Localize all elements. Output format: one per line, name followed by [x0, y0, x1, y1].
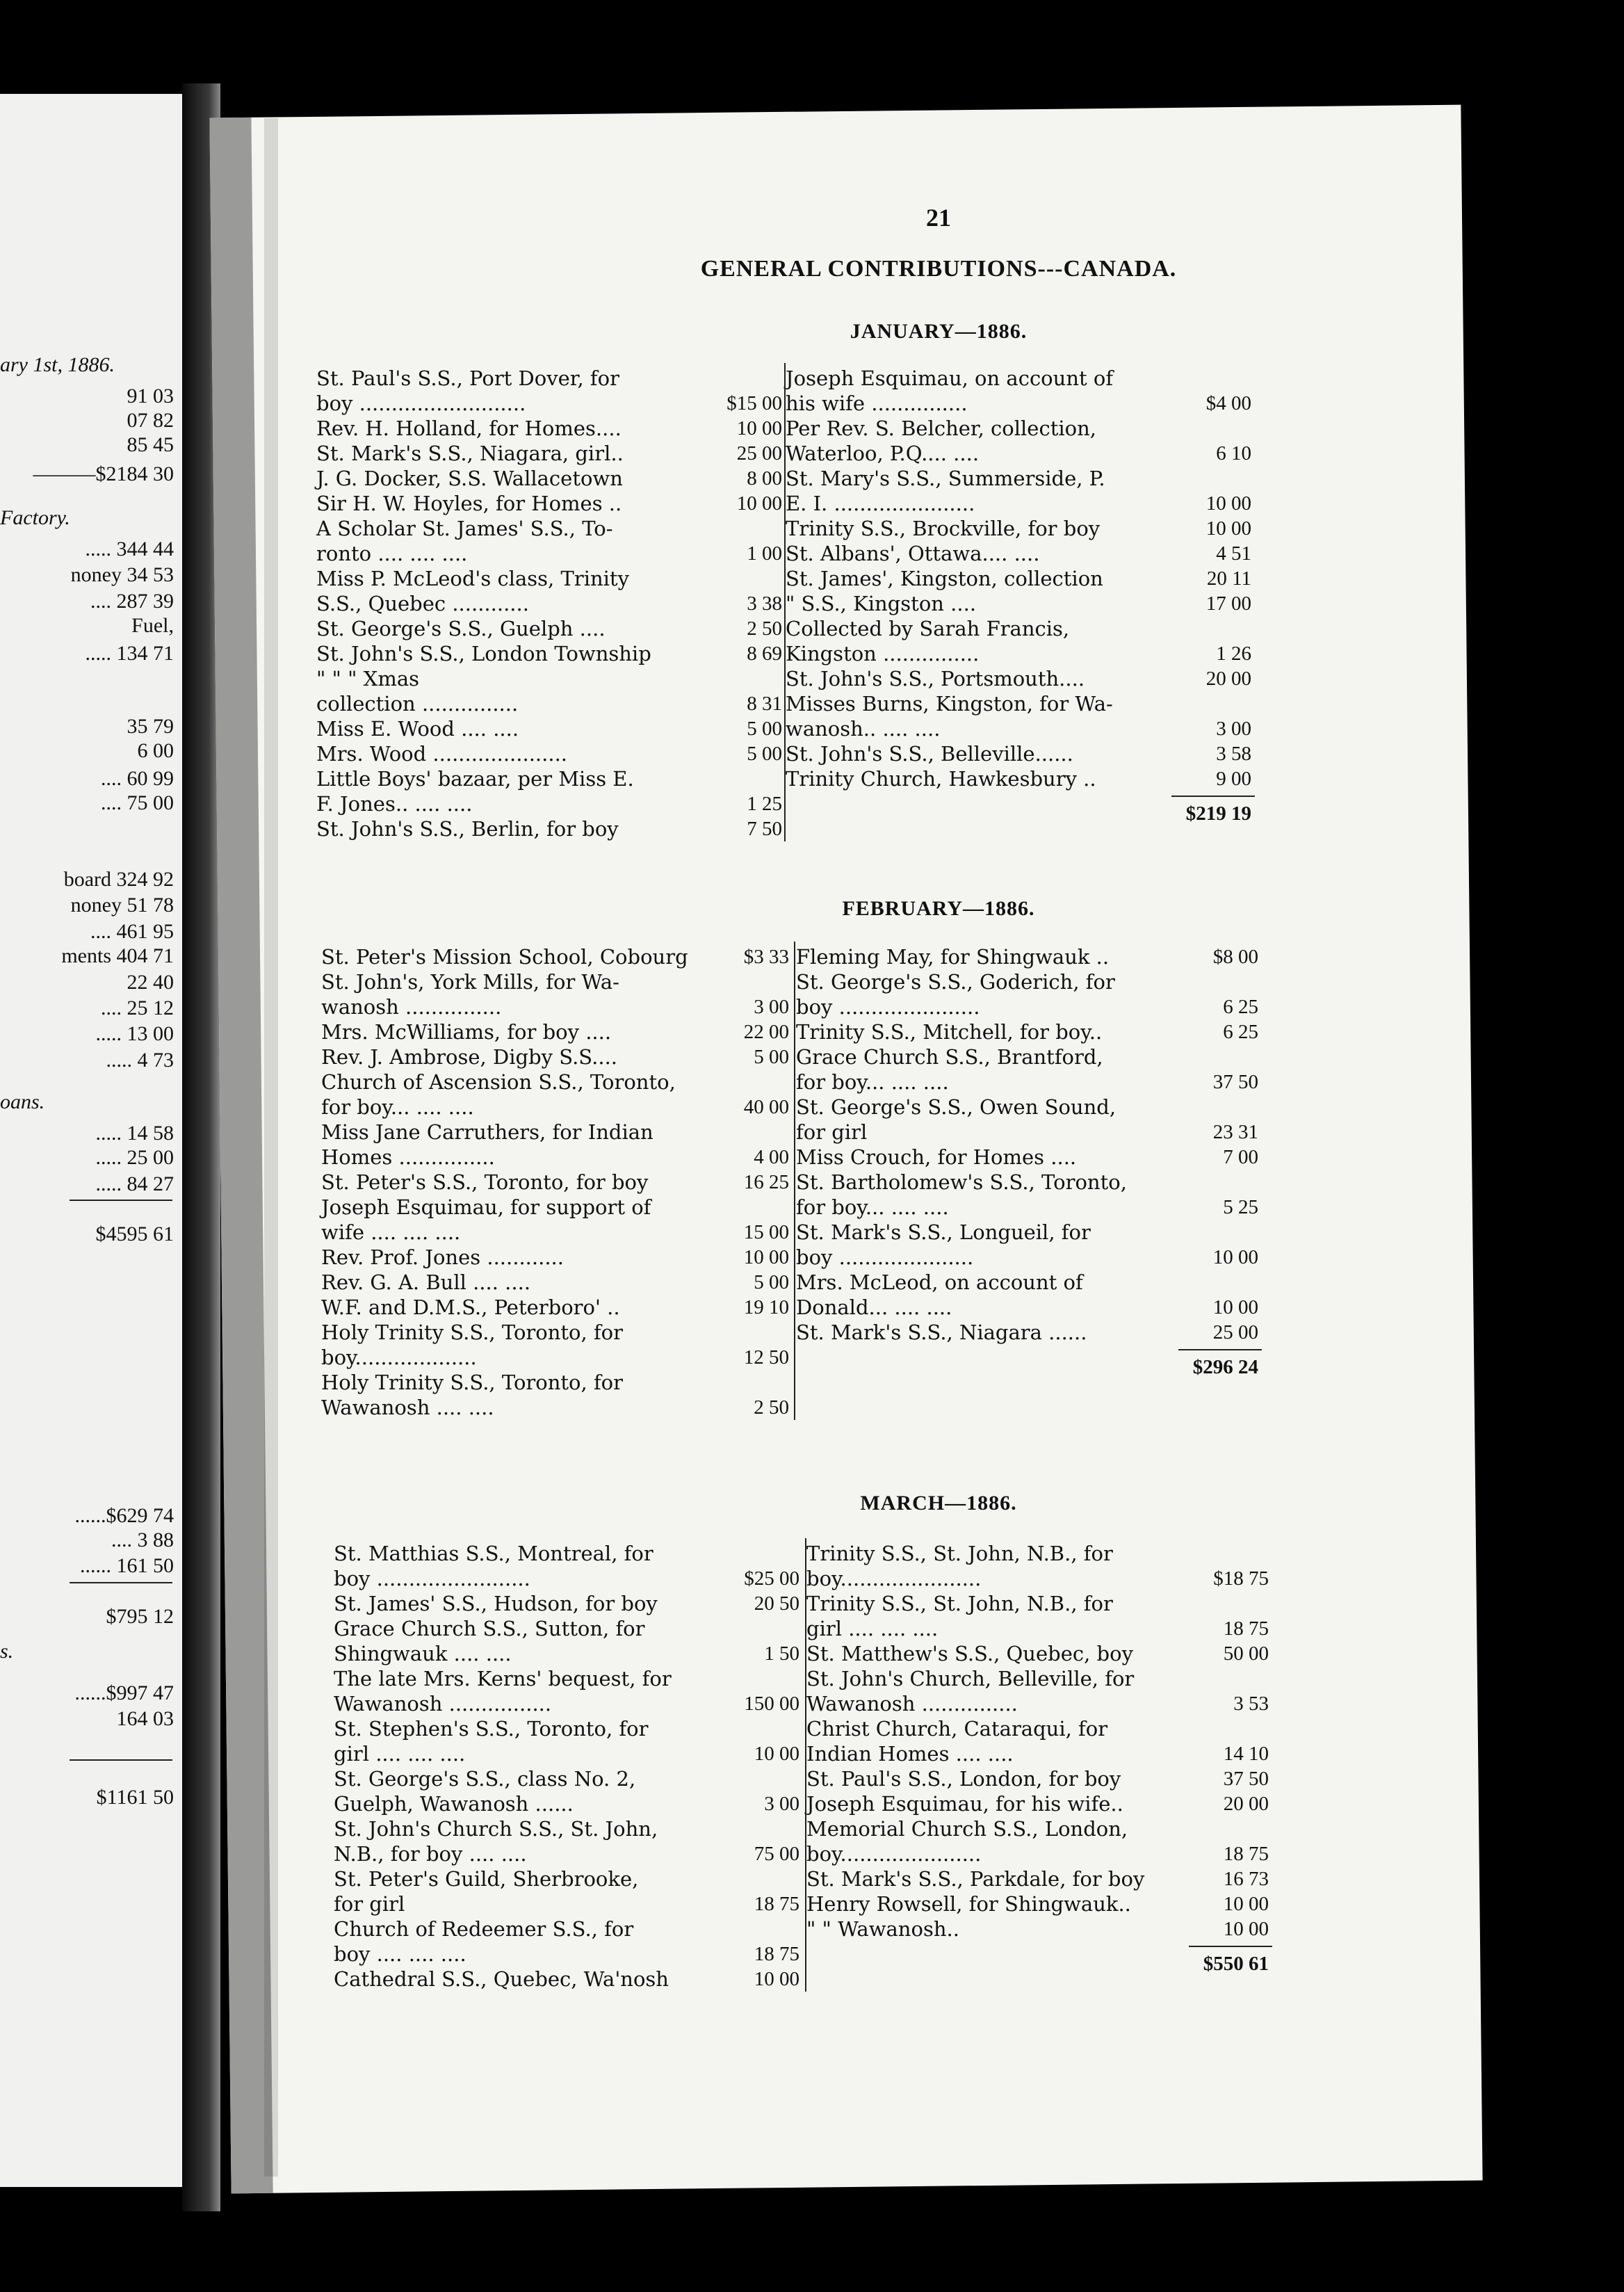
contribution-line: " " " Xmas — [316, 667, 419, 691]
contribution-amount: 3 53 — [1233, 1693, 1269, 1715]
contribution-line: St. Mark's S.S., Longueil, for — [796, 1220, 1091, 1244]
contribution-line: St. John's Church, Belleville, for — [806, 1667, 1135, 1690]
contribution-line: St. George's S.S., Owen Sound, — [796, 1095, 1116, 1119]
contribution-amount: 10 00 — [1205, 517, 1251, 540]
contribution-line: St. John's Church S.S., St. John, — [334, 1817, 658, 1841]
contribution-line: boy .... .... .... — [334, 1942, 466, 1966]
contribution-line: " S.S., Kingston .... — [786, 592, 977, 615]
left-page-row: ..... 344 44 — [85, 538, 174, 560]
contribution-amount: 19 10 — [743, 1296, 789, 1318]
contribution-line: Memorial Church S.S., London, — [806, 1817, 1128, 1841]
left-page-row: .... 25 12 — [101, 996, 174, 1019]
contribution-amount: 14 10 — [1223, 1743, 1269, 1765]
contribution-amount: 10 00 — [1223, 1893, 1269, 1915]
contribution-line: S.S., Quebec ............ — [316, 592, 529, 615]
contribution-line: J. G. Docker, S.S. Wallacetown — [316, 467, 623, 490]
contribution-line: Sir H. W. Hoyles, for Homes .. — [316, 492, 622, 515]
left-page-row: $1161 50 — [96, 1786, 174, 1809]
left-page-row: ..... 25 00 — [95, 1146, 174, 1169]
contribution-line: Indian Homes .... .... — [806, 1742, 1014, 1766]
left-page-row: board 324 92 — [63, 868, 174, 891]
contribution-amount: 37 50 — [1212, 1071, 1258, 1093]
total-rule — [1171, 796, 1255, 797]
contribution-line: Little Boys' bazaar, per Miss E. — [316, 767, 634, 791]
contribution-line: boy ........................ — [334, 1567, 530, 1590]
left-page-rule — [70, 1200, 172, 1201]
contribution-amount: 150 00 — [744, 1693, 799, 1715]
left-page-row: s. — [0, 1640, 14, 1663]
contribution-amount: 5 00 — [747, 718, 782, 740]
left-page-row: oans. — [0, 1090, 45, 1113]
contribution-amount: 20 50 — [754, 1592, 799, 1615]
contribution-line: for boy... .... .... — [796, 1195, 949, 1219]
contribution-line: collection ............... — [316, 692, 519, 716]
left-page-row: 164 03 — [116, 1707, 174, 1730]
contribution-line: St. Albans', Ottawa.... .... — [786, 542, 1040, 565]
contribution-amount: 20 00 — [1205, 668, 1251, 690]
contribution-line: St. George's S.S., Guelph .... — [316, 617, 606, 640]
contribution-amount: 8 31 — [747, 693, 782, 715]
contribution-amount: 16 73 — [1223, 1868, 1269, 1890]
left-page-row: 85 45 — [127, 433, 174, 456]
contribution-amount: 25 00 — [1212, 1321, 1258, 1343]
contribution-line: boy...................... — [806, 1567, 982, 1590]
contribution-amount: 10 00 — [1212, 1246, 1258, 1268]
contribution-amount: $4 00 — [1205, 392, 1251, 414]
contribution-line: St. Mark's S.S., Parkdale, for boy — [806, 1867, 1145, 1891]
contribution-line: Trinity S.S., St. John, N.B., for — [806, 1542, 1113, 1565]
column-divider — [784, 363, 786, 841]
contribution-amount: 7 00 — [1223, 1146, 1258, 1168]
contribution-amount: 6 25 — [1223, 996, 1258, 1018]
contribution-line: Joseph Esquimau, for support of — [321, 1195, 651, 1219]
contribution-line: St. Paul's S.S., London, for boy — [806, 1767, 1121, 1791]
contribution-line: his wife ............... — [786, 392, 968, 415]
contribution-amount: 18 75 — [754, 1893, 799, 1915]
contribution-line: Church of Redeemer S.S., for — [334, 1917, 634, 1941]
contribution-line: Rev. J. Ambrose, Digby S.S.... — [321, 1045, 618, 1069]
left-page-row: .... 3 88 — [111, 1528, 174, 1551]
contribution-line: Homes ............... — [321, 1145, 495, 1169]
contribution-line: Wawanosh .... .... — [321, 1396, 494, 1419]
contribution-amount: 12 50 — [743, 1346, 789, 1369]
contribution-amount: 10 00 — [754, 1743, 799, 1765]
contribution-line: Collected by Sarah Francis, — [786, 617, 1070, 640]
contribution-line: St. Peter's Guild, Sherbrooke, — [334, 1867, 639, 1891]
contribution-line: Misses Burns, Kingston, for Wa- — [786, 692, 1113, 716]
contribution-line: Wawanosh ............... — [806, 1692, 1018, 1716]
left-page-row: 6 00 — [137, 739, 174, 762]
contribution-line: " " Wawanosh.. — [806, 1917, 959, 1941]
left-page-row: Factory. — [0, 506, 70, 529]
contribution-line: Mrs. McWilliams, for boy .... — [321, 1020, 612, 1044]
left-page-row: 91 03 — [127, 385, 174, 407]
left-page-row: ......$997 47 — [74, 1681, 174, 1704]
contribution-amount: 3 00 — [754, 996, 789, 1018]
contribution-amount: $8 00 — [1212, 946, 1258, 968]
contribution-line: St. Mark's S.S., Niagara ...... — [796, 1321, 1087, 1344]
contribution-amount: $25 00 — [744, 1567, 799, 1590]
contribution-line: Per Rev. S. Belcher, collection, — [786, 417, 1096, 440]
contribution-line: boy ...................... — [796, 995, 980, 1019]
contribution-amount: 2 50 — [747, 618, 782, 640]
contribution-line: Rev. Prof. Jones ............ — [321, 1245, 564, 1269]
contribution-amount: $3 33 — [743, 946, 789, 968]
contribution-amount: 3 00 — [1216, 718, 1251, 740]
contribution-line: for girl — [334, 1892, 405, 1916]
contribution-line: A Scholar St. James' S.S., To- — [316, 517, 613, 540]
left-page-row: ———$2184 30 — [33, 462, 174, 485]
contribution-amount: 75 00 — [754, 1843, 799, 1865]
contribution-amount: 10 00 — [754, 1968, 799, 1990]
contribution-amount: 6 25 — [1223, 1021, 1258, 1043]
contribution-line: Waterloo, P.Q.... .... — [786, 442, 980, 465]
contribution-amount: 40 00 — [743, 1096, 789, 1118]
left-page-row: ......$629 74 — [74, 1504, 174, 1527]
left-page-row: ary 1st, 1886. — [0, 353, 115, 376]
total-rule — [1189, 1946, 1272, 1947]
contribution-amount: 50 00 — [1223, 1643, 1269, 1665]
contribution-line: Wawanosh ................ — [334, 1692, 552, 1716]
contribution-amount: 4 00 — [754, 1146, 789, 1168]
column-divider — [794, 942, 795, 1420]
contribution-line: Cathedral S.S., Quebec, Wa'nosh — [334, 1967, 669, 1991]
contribution-line: Trinity S.S., Brockville, for boy — [786, 517, 1101, 540]
left-page-row: ..... 84 27 — [95, 1172, 174, 1195]
contribution-line: Henry Rowsell, for Shingwauk.. — [806, 1892, 1131, 1916]
contribution-line: W.F. and D.M.S., Peterboro' .. — [321, 1296, 620, 1319]
contribution-amount: 1 25 — [747, 793, 782, 815]
contribution-line: Miss Crouch, for Homes .... — [796, 1145, 1077, 1169]
page-title: GENERAL CONTRIBUTIONS---CANADA. — [700, 256, 1177, 282]
contribution-amount: 4 51 — [1216, 542, 1251, 565]
contribution-amount: 1 00 — [747, 542, 782, 565]
contribution-line: Mrs. McLeod, on account of — [796, 1270, 1083, 1294]
contribution-amount: 3 38 — [747, 592, 782, 615]
contribution-line: Mrs. Wood ..................... — [316, 742, 567, 766]
contribution-line: girl .... .... .... — [334, 1742, 466, 1766]
contribution-amount: 1 26 — [1216, 643, 1251, 665]
contribution-line: St. Mark's S.S., Niagara, girl.. — [316, 442, 624, 465]
contribution-amount: 7 50 — [747, 818, 782, 840]
contribution-line: St. Matthew's S.S., Quebec, boy — [806, 1642, 1133, 1665]
left-page-row: ments 404 71 — [61, 944, 174, 967]
contribution-line: St. James', Kingston, collection — [786, 567, 1103, 590]
contribution-line: Joseph Esquimau, for his wife.. — [806, 1792, 1123, 1816]
contribution-amount: 10 00 — [1205, 492, 1251, 515]
contribution-amount: 15 00 — [743, 1221, 789, 1243]
contribution-line: for boy... .... .... — [321, 1095, 474, 1119]
contribution-line: Rev. H. Holland, for Homes.... — [316, 417, 622, 440]
section-total: $550 61 — [1203, 1953, 1269, 1975]
left-page-row: 22 40 — [127, 971, 174, 994]
contribution-line: Grace Church S.S., Sutton, for — [334, 1617, 645, 1640]
contribution-amount: 23 31 — [1212, 1121, 1258, 1143]
month-heading: FEBRUARY—1886. — [842, 897, 1035, 920]
contribution-line: St. Paul's S.S., Port Dover, for — [316, 366, 619, 390]
left-page-row: 35 79 — [127, 715, 174, 738]
contribution-amount: 3 00 — [764, 1793, 799, 1815]
contribution-amount: 10 00 — [1212, 1296, 1258, 1318]
section-total: $296 24 — [1192, 1356, 1258, 1378]
contribution-amount: 5 25 — [1223, 1196, 1258, 1218]
contribution-line: Miss E. Wood .... .... — [316, 717, 519, 741]
month-heading: JANUARY—1886. — [850, 320, 1028, 343]
contribution-amount: 9 00 — [1216, 768, 1251, 790]
contribution-line: St. George's S.S., Goderich, for — [796, 970, 1115, 994]
contribution-amount: 22 00 — [743, 1021, 789, 1043]
contribution-line: Joseph Esquimau, on account of — [786, 366, 1114, 390]
contribution-line: boy ..................... — [796, 1245, 974, 1269]
contribution-amount: 25 00 — [736, 442, 782, 465]
contribution-amount: 18 75 — [754, 1943, 799, 1965]
left-page-row: noney 34 53 — [70, 563, 174, 586]
left-page-rule — [70, 1582, 172, 1583]
contribution-line: St. Matthias S.S., Montreal, for — [334, 1542, 653, 1565]
contribution-line: wanosh.. .... .... — [786, 717, 941, 741]
total-rule — [1178, 1349, 1262, 1350]
contribution-amount: 5 00 — [754, 1046, 789, 1068]
contribution-amount: 37 50 — [1223, 1768, 1269, 1790]
left-page-row: ..... 134 71 — [85, 642, 174, 665]
contribution-line: boy................... — [321, 1346, 477, 1369]
contribution-amount: 17 00 — [1205, 592, 1251, 615]
contribution-line: for girl — [796, 1120, 868, 1144]
left-page-row: 07 82 — [127, 409, 174, 432]
contribution-line: boy .......................... — [316, 392, 526, 415]
left-page-row: ..... 14 58 — [95, 1122, 174, 1145]
contribution-line: Miss Jane Carruthers, for Indian — [321, 1120, 653, 1144]
page-shadow — [264, 118, 278, 2177]
contribution-amount: 3 58 — [1216, 743, 1251, 765]
contribution-line: boy...................... — [806, 1842, 982, 1866]
contribution-line: St. John's S.S., London Township — [316, 642, 651, 665]
contribution-line: Trinity S.S., St. John, N.B., for — [806, 1592, 1113, 1615]
page-number: 21 — [926, 204, 951, 232]
column-divider — [805, 1538, 806, 1992]
contribution-line: Kingston ............... — [786, 642, 980, 665]
contribution-line: Holy Trinity S.S., Toronto, for — [321, 1371, 624, 1394]
contribution-amount: 10 00 — [743, 1246, 789, 1268]
contribution-amount: 8 00 — [747, 467, 782, 490]
contribution-line: girl .... .... .... — [806, 1617, 939, 1640]
section-total: $219 19 — [1185, 802, 1251, 825]
contribution-line: Shingwauk .... .... — [334, 1642, 512, 1665]
contribution-line: St. John's S.S., Berlin, for boy — [316, 817, 619, 841]
contribution-line: St. Peter's S.S., Toronto, for boy — [321, 1170, 649, 1194]
contribution-line: St. John's, York Mills, for Wa- — [321, 970, 619, 994]
contribution-amount: 10 00 — [1223, 1918, 1269, 1940]
contribution-line: for boy... .... .... — [796, 1070, 949, 1094]
contribution-line: Rev. G. A. Bull .... .... — [321, 1270, 531, 1294]
contribution-amount: 20 11 — [1206, 567, 1251, 590]
contribution-amount: 6 10 — [1216, 442, 1251, 465]
month-heading: MARCH—1886. — [860, 1492, 1017, 1515]
contribution-line: N.B., for boy .... .... — [334, 1842, 527, 1866]
left-page-row: ...... 161 50 — [80, 1554, 174, 1577]
left-page-row: .... 75 00 — [101, 791, 174, 814]
contribution-line: wife .... .... .... — [321, 1220, 461, 1244]
contribution-line: St. Bartholomew's S.S., Toronto, — [796, 1170, 1127, 1194]
contribution-line: St. George's S.S., class No. 2, — [334, 1767, 636, 1791]
contribution-line: Fleming May, for Shingwauk .. — [796, 945, 1110, 969]
contribution-line: Trinity S.S., Mitchell, for boy.. — [796, 1020, 1103, 1044]
contribution-line: Christ Church, Cataraqui, for — [806, 1717, 1108, 1741]
contribution-line: wanosh ............... — [321, 995, 502, 1019]
contribution-line: Miss P. McLeod's class, Trinity — [316, 567, 629, 590]
left-page-row: .... 461 95 — [90, 920, 174, 943]
contribution-amount: 10 00 — [736, 417, 782, 439]
contribution-amount: 18 75 — [1223, 1617, 1269, 1640]
contribution-line: E. I. ...................... — [786, 492, 975, 515]
contribution-line: Holy Trinity S.S., Toronto, for — [321, 1321, 624, 1344]
contribution-line: Trinity Church, Hawkesbury .. — [786, 767, 1096, 791]
contribution-amount: 2 50 — [754, 1396, 789, 1419]
contribution-line: Church of Ascension S.S., Toronto, — [321, 1070, 676, 1094]
contribution-line: The late Mrs. Kerns' bequest, for — [334, 1667, 672, 1690]
contribution-line: St. Stephen's S.S., Toronto, for — [334, 1717, 649, 1741]
left-page-row: .... 287 39 — [90, 590, 174, 613]
contribution-line: St. John's S.S., Belleville...... — [786, 742, 1073, 766]
contribution-line: F. Jones.. .... .... — [316, 792, 473, 816]
left-page-row: .... 60 99 — [101, 767, 174, 790]
contribution-line: St. James' S.S., Hudson, for boy — [334, 1592, 658, 1615]
contribution-line: St. Mary's S.S., Summerside, P. — [786, 467, 1105, 490]
contribution-line: Donald... .... .... — [796, 1296, 952, 1319]
contribution-line: Grace Church S.S., Brantford, — [796, 1045, 1103, 1069]
contribution-amount: 18 75 — [1223, 1843, 1269, 1865]
contribution-line: ronto .... .... .... — [316, 542, 468, 565]
contribution-amount: 20 00 — [1223, 1793, 1269, 1815]
contribution-line: St. Peter's Mission School, Cobourg — [321, 945, 688, 969]
contribution-amount: 5 00 — [754, 1271, 789, 1293]
contribution-amount: 10 00 — [736, 492, 782, 515]
left-page-row: noney 51 78 — [70, 894, 174, 917]
left-page-row: Fuel, — [131, 614, 174, 637]
contribution-line: Guelph, Wawanosh ...... — [334, 1792, 574, 1816]
contribution-amount: 5 00 — [747, 743, 782, 765]
contribution-amount: $18 75 — [1213, 1567, 1269, 1590]
left-page-row: ..... 4 73 — [106, 1049, 174, 1072]
contribution-amount: 1 50 — [764, 1643, 799, 1665]
contribution-amount: $15 00 — [726, 392, 782, 414]
left-page-row: ..... 13 00 — [95, 1022, 174, 1045]
left-page-row: $795 12 — [106, 1605, 174, 1628]
contribution-line: St. John's S.S., Portsmouth.... — [786, 667, 1085, 691]
left-page-row: $4595 61 — [95, 1222, 174, 1245]
contribution-amount: 8 69 — [747, 643, 782, 665]
contribution-amount: 16 25 — [743, 1171, 789, 1193]
left-page-rule — [70, 1759, 172, 1761]
